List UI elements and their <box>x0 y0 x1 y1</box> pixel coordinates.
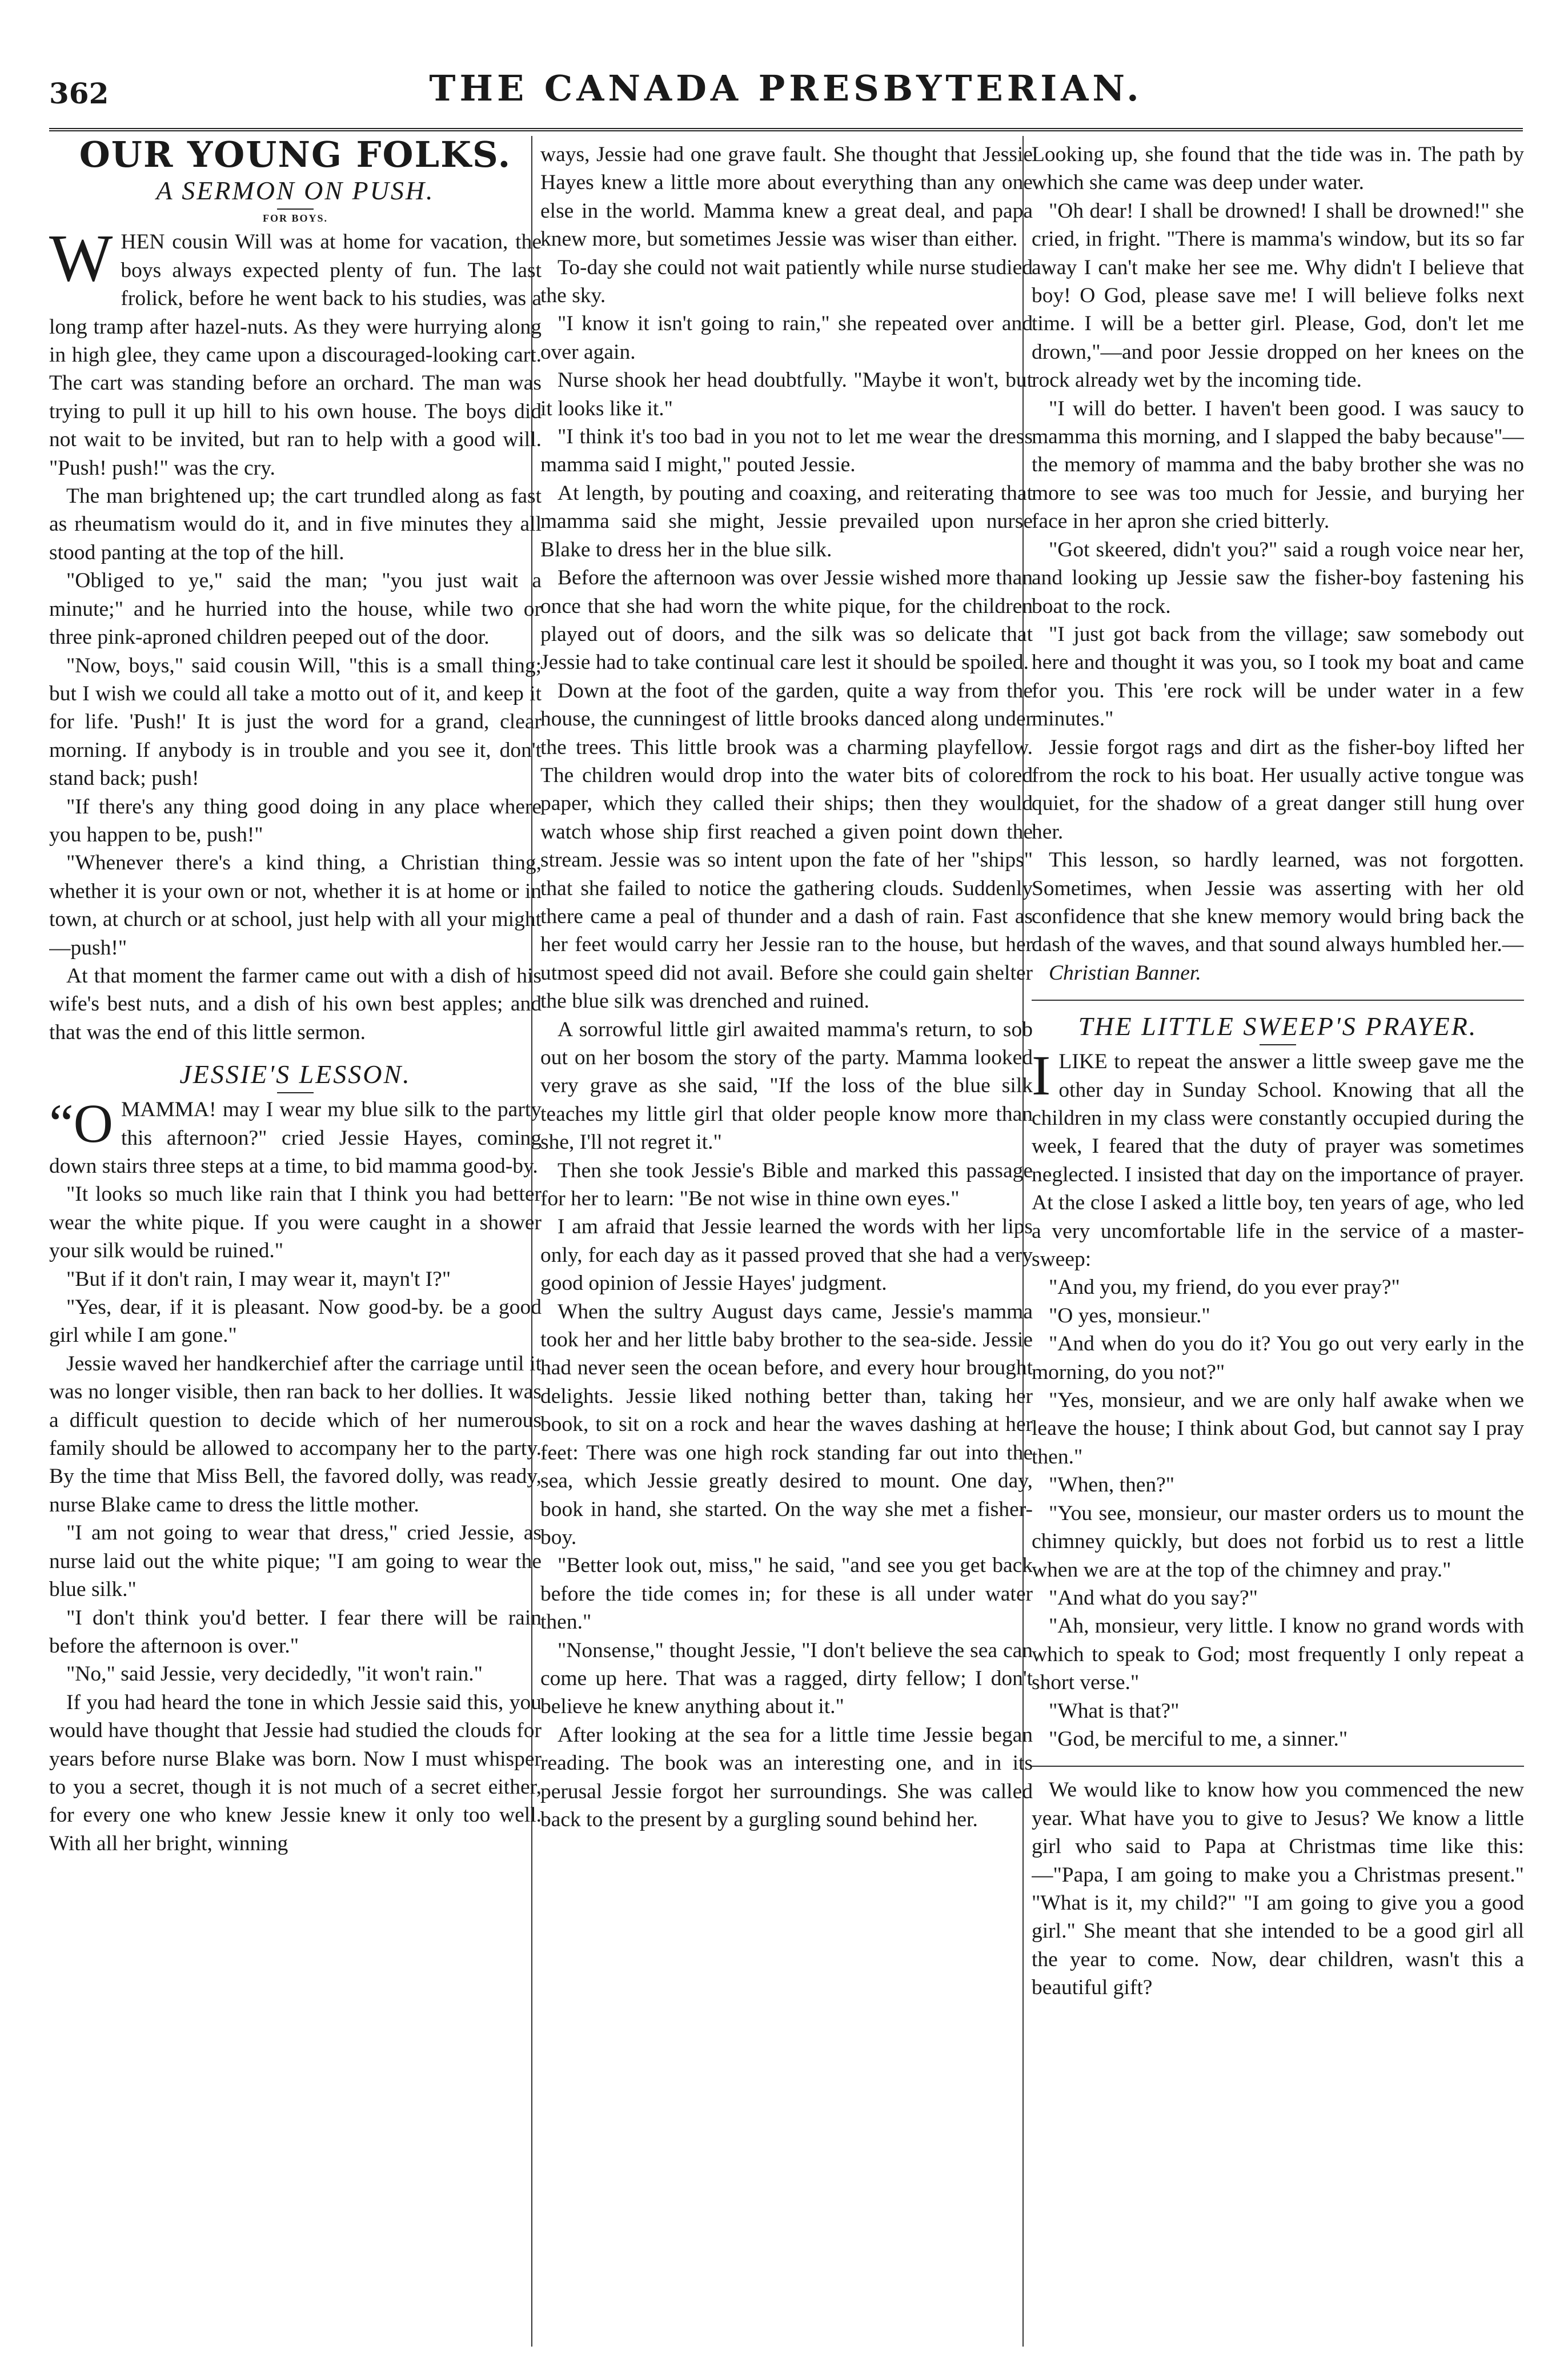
title-rule <box>277 208 314 210</box>
jessie-paragraph: "I don't think you'd better. I fear there will be rain before the afternoon is over." <box>49 1606 542 1658</box>
jessie-paragraph: Looking up, she found that the tide was in. The path by which she came was deep under water. <box>1032 143 1524 195</box>
sweep-paragraph: "God, be merciful to me, a sinner." <box>1049 1727 1348 1751</box>
jessie-paragraph: "Oh dear! I shall be drowned! I shall be drowned!" she cried, in fright. "There is mamma's window, but its so far away I can't make her see me. Why didn't I believe that boy! O God, please save me! I will believe folks next time. I will be a better girl. Please, God, don't let me drown,"—and poor Jessie dropped on her knees on the rock already wet by the incoming tide. <box>1032 199 1524 392</box>
jessie-paragraph: "I am not going to wear that dress," cried Jessie, as nurse laid out the white pique; "I am going to wear the blue silk." <box>49 1521 542 1602</box>
jessie-paragraph: Jessie forgot rags and dirt as the fisher-boy lifted her from the rock to his boat. Her usually active tongue was quiet, for the shadow of a great danger still hung over her. <box>1032 735 1524 844</box>
newspaper-title: THE CANADA PRESBYTERIAN. <box>429 67 1143 109</box>
jessie-title: JESSIE'S LESSON. <box>179 1060 411 1089</box>
sermon-paragraph: The man brightened up; the cart trundled along as fast as rheumatism would do it, and in five minutes they all stood panting at the top of the hill. <box>49 484 542 564</box>
jessie-paragraph: Then she took Jessie's Bible and marked this passage for her to learn: "Be not wise in thine own eyes." <box>540 1158 1033 1211</box>
page-number: 362 <box>49 77 109 110</box>
sermon-first-paragraph: WHEN cousin Will was at home for vacation, the boys always expected plenty of fun. The last frolick, before he went back to his studies, was a long tramp after hazel-nuts. As they were hurrying along in high glee, they came upon a discouraged-looking cart. The cart was standing before an orchard. The man was trying to pull it up hill to his own house. The boys did not wait to be invited, but ran to help with a good will. "Push! push!" was the cry. <box>49 220 542 480</box>
jessie-paragraph: "Better look out, miss," he said, "and see you get back before the tide comes in; for these is all under water then." <box>540 1554 1033 1634</box>
article-separator <box>1032 1000 1524 1001</box>
jessie-paragraph: This lesson, so hardly learned, was not forgotten. Sometimes, when Jessie was asserting with her old confidence that she knew memory would bring back the dash of the waves, and that sound always humbled her.— <box>1032 848 1524 957</box>
jessie-paragraph: I am afraid that Jessie learned the words with her lips only, for each day as it passed proved that she had a very good opinion of Jessie Hayes' judgment. <box>540 1215 1033 1296</box>
jessie-paragraph: A sorrowful little girl awaited mamma's return, to sob out on her bosom the story of the party. Mamma looked very grave as she said, "If the loss of the blue silk teaches my little girl that older people know more than she, I'll not regret it." <box>540 1017 1033 1154</box>
column-3 <box>1032 141 1524 2345</box>
title-rule <box>1260 1044 1296 1045</box>
sweep-paragraph: "What is that?" <box>1049 1699 1180 1723</box>
sermon-paragraph: "If there's any thing good doing in any place where you happen to be, push!" <box>49 795 542 847</box>
sermon-paragraph: "Now, boys," said cousin Will, "this is a small thing; but I wish we could all take a motto out of it, and keep it for life. 'Push!' It is just the word for a grand, clear morning. If anybody is in trouble and you see it, don't stand back; push! <box>49 653 542 791</box>
sweep-paragraph: "Yes, monsieur, and we are only half awake when we leave the house; I think about God, but cannot say I pray then." <box>1032 1389 1524 1469</box>
jessie-paragraph: Down at the foot of the garden, quite a way from the house, the cunningest of little brooks danced along under the trees. This little brook was a charming playfellow. The children would drop into the water bits of colored paper, which they called their ships; then they would watch whose ship first reached a given point down the stream. Jessie was so intent upon the fate of her "ships" that she failed to notice the gathering clouds. Suddenly there came a peal of thunder and a dash of rain. Fast as her feet would carry her Jessie ran to the house, but her utmost speed did not avail. Before she could gain shelter the blue silk was drenched and ruined. <box>540 679 1033 1013</box>
jessie-paragraph: "Nonsense," thought Jessie, "I don't believe the sea can come up here. That was a ragged, dirty fellow; I don't believe he knew anything about it." <box>540 1638 1033 1719</box>
jessie-paragraph: If you had heard the tone in which Jessie said this, you would have thought that Jessie had studied the clouds for years before nurse Blake was born. Now I must whisper to you a secret, though it is not much of a secret either, for every one who knew Jessie knew it only too well. With all her bright, winning <box>49 1690 542 1855</box>
jessie-paragraph: "Yes, dear, if it is pleasant. Now good-by. be a good girl while I am gone." <box>49 1296 542 1348</box>
jessie-paragraph: "I will do better. I haven't been good. I was saucy to mamma this morning, and I slapped the baby because"—the memory of mamma and the baby brother she was no more to see was too much for Jessie, and burying her face in her apron she cried bitterly. <box>1032 396 1524 534</box>
masthead <box>49 67 1523 119</box>
jessie-paragraph: "Got skeered, didn't you?" said a rough voice near her, and looking up Jessie saw the fisher-boy fastening his boat to the rock. <box>1032 538 1524 618</box>
jessie-paragraph: Nurse shook her head doubtfully. "Maybe it won't, but it looks like it." <box>540 368 1033 420</box>
jessie-paragraph: "I just got back from the village; saw somebody out here and thought it was you, so I took my boat and came for you. This 'ere rock will be under water in a few minutes." <box>1032 622 1524 731</box>
jessie-paragraph: At length, by pouting and coaxing, and reiterating that mamma said she might, Jessie prevailed upon nurse Blake to dress her in the blue silk. <box>540 481 1033 562</box>
jessie-paragraph: ways, Jessie had one grave fault. She thought that Jessie Hayes knew a little more about everything than any one else in the world. Mamma knew a great deal, and papa knew more, but sometimes Jessie was wiser than either. <box>540 143 1033 251</box>
jessie-paragraph: "But if it don't rain, I may wear it, mayn't I?" <box>66 1267 451 1291</box>
sweep-paragraph: "And when do you do it? You go out very early in the morning, do you not?" <box>1032 1332 1524 1384</box>
sweep-paragraph: "You see, monsieur, our master orders us to mount the chimney quickly, but does not forbid us to rest a little when we are at the top of the chimney and pray." <box>1032 1501 1524 1582</box>
sweep-paragraph: "O yes, monsieur." <box>1049 1304 1210 1328</box>
article-separator <box>1032 1766 1524 1767</box>
jessie-paragraph: When the sultry August days came, Jessie's mamma took her and her little baby brother to the sea-side. Jessie had never seen the ocean before, and every hour brought delights. Jessie liked nothing better than, taking her book, to sit on a rock and hear the waves dashing at her feet: There was one high rock standing far out into the sea, which Jessie greatly desired to mount. One day, book in hand, she started. On the way she met a fisher-boy. <box>540 1300 1033 1549</box>
sermon-paragraph: At that moment the farmer came out with a dish of his wife's best nuts, and a dish of his own best apples; and that was the end of this little sermon. <box>49 964 542 1044</box>
jessie-paragraph: Before the afternoon was over Jessie wished more than once that she had worn the white pique, for the children played out of doors, and the silk was so delicate that Jessie had to take continual care lest it should be spoiled. <box>540 566 1033 675</box>
sermon-paragraph: "Whenever there's a kind thing, a Christian thing, whether it is your own or not, whether it is at home or in town, at church or at school, just help with all your might—push!" <box>49 851 542 960</box>
article-credit: Christian Banner. <box>1049 961 1201 985</box>
jessie-paragraph: Jessie waved her handkerchief after the carriage until it was no longer visible, then ran back to her dollies. It was a difficult question to decide which of her numerous family should be allowed to accompany her to the party. By the time that Miss Bell, the favored dolly, was ready, nurse Blake came to dress the little mother. <box>49 1352 542 1517</box>
title-rule <box>277 1092 314 1093</box>
sermon-paragraph: "Obliged to ye," said the man; "you just wait a minute;" and he hurried into the house, while two or three pink-aproned children peeped out of the door. <box>49 569 542 649</box>
jessie-first-paragraph: “OMAMMA! may I wear my blue silk to the party this afternoon?" cried Jessie Hayes, coming down stairs three steps at a time, to bid mamma good-by. <box>49 1093 542 1178</box>
drop-cap: I <box>1032 1044 1051 1108</box>
jessie-paragraph: After looking at the sea for a little time Jessie began reading. The book was an interesting one, and in its perusal Jessie forgot her surroundings. She was called back to the present by a gurgling sound behind her. <box>540 1723 1033 1831</box>
sweep-title: THE LITTLE SWEEP'S PRAYER. <box>1078 1012 1478 1041</box>
sweep-paragraph: "When, then?" <box>1049 1473 1175 1497</box>
sermon-title: A SERMON ON PUSH. <box>156 176 435 206</box>
sweep-first-paragraph: ILIKE to repeat the answer a little sweep gave me the other day in Sunday School. Knowing that all the children in my class were constantly occupied during the week, I feared that the duty of prayer was sometimes neglected. I insisted that day on the importance of prayer. At the close I asked a little boy, ten years of age, who led a very uncomfortable life in the service of a master-sweep: <box>1032 1044 1524 1272</box>
sweep-paragraph: "Ah, monsieur, very little. I know no grand words with which to speak to God; most frequently I only repeat a short verse." <box>1032 1614 1524 1695</box>
jessie-paragraph: To-day she could not wait patiently while nurse studied the sky. <box>540 255 1033 308</box>
jessie-paragraph: "It looks so much like rain that I think you had better wear the white pique. If you were caught in a shower your silk would be ruined." <box>49 1182 542 1263</box>
sermon-subtitle: FOR BOYS. <box>262 212 328 224</box>
jessie-paragraph: "I think it's too bad in you not to let me wear the dress mamma said I might," pouted Jessie. <box>540 425 1033 477</box>
column-2 <box>540 141 1033 2345</box>
drop-cap: “O <box>49 1093 113 1154</box>
sweep-paragraph: "And what do you say?" <box>1049 1586 1258 1610</box>
sweep-paragraph: "And you, my friend, do you ever pray?" <box>1049 1276 1400 1300</box>
jessie-paragraph: "No," said Jessie, very decidedly, "it won't rain." <box>66 1662 483 1686</box>
jessie-paragraph: "I know it isn't going to rain," she repeated over and over again. <box>540 312 1033 364</box>
column-1 <box>49 141 542 2345</box>
closing-paragraph: We would like to know how you commenced the new year. What have you to give to Jesus? We know a little girl who said to Papa at Christmas time like this:—"Papa, I am going to make you a Christmas present." "What is it, my child?" "I am going to give you a good girl." She meant that she intended to be a good girl all the year to come. Now, dear children, wasn't this a beautiful gift? <box>1032 1778 1524 2000</box>
masthead-rule <box>49 128 1523 131</box>
section-title: OUR YOUNG FOLKS. <box>79 141 512 175</box>
drop-cap: W <box>49 220 113 296</box>
